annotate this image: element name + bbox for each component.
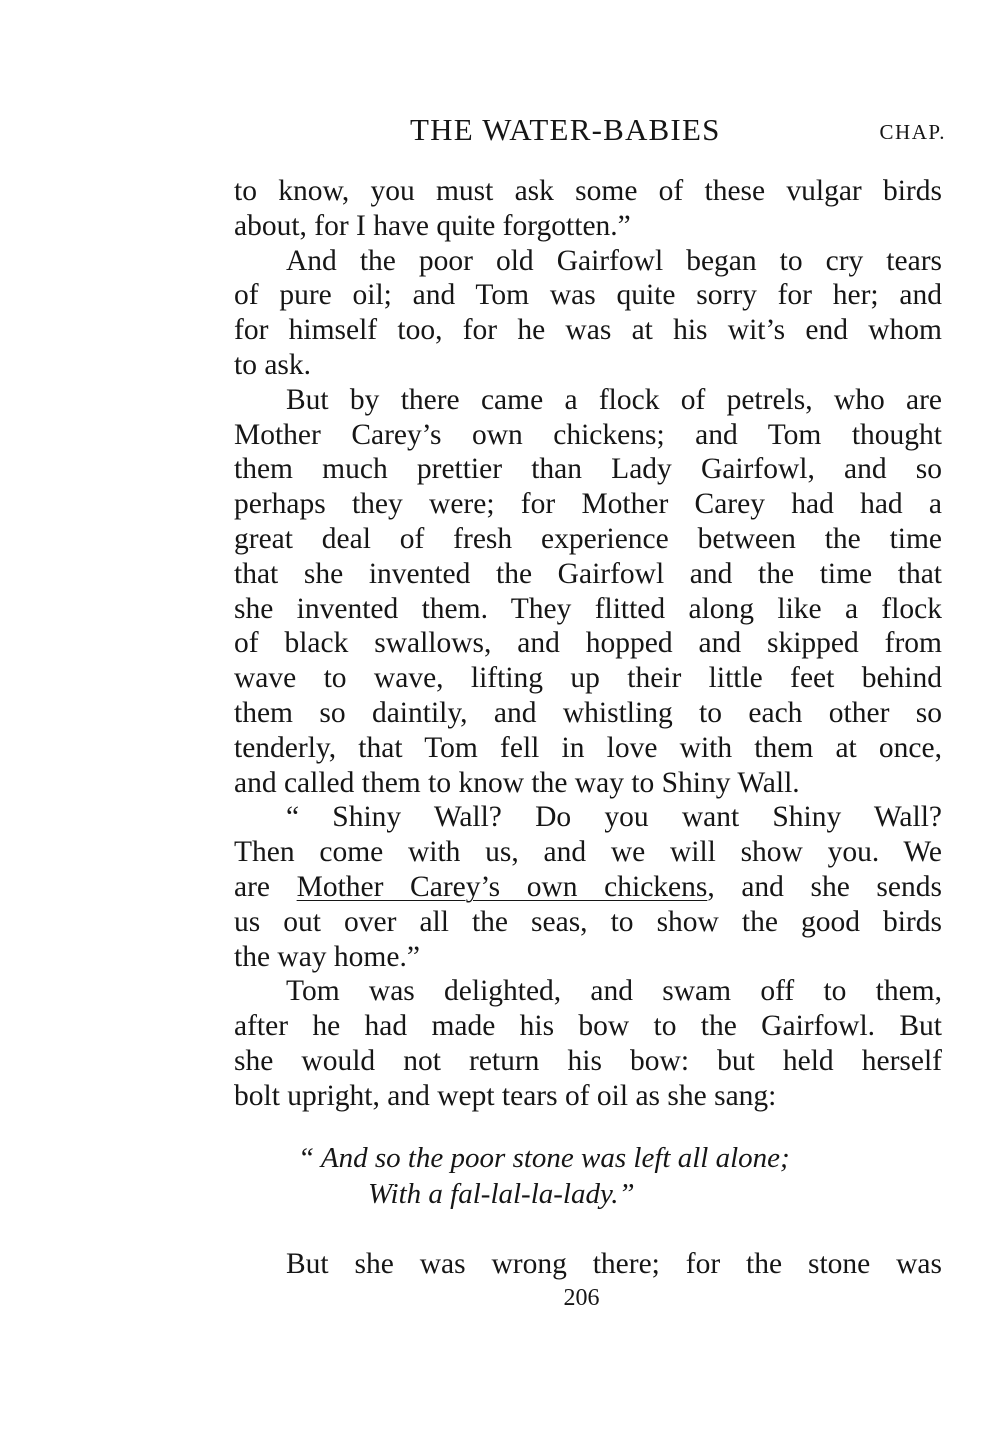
text-line: perhaps they were; for Mother Carey had had a	[234, 488, 942, 521]
text-line: she invented them. They flitted along like a flock	[234, 592, 942, 625]
paragraph	[234, 174, 942, 244]
page-number: 206	[563, 1285, 600, 1311]
text-line: Tom was delighted, and swam off to them,	[286, 975, 942, 1008]
text-line: to ask.	[234, 348, 312, 381]
text-line: to know, you must ask some of these vulgar birds	[234, 175, 942, 207]
running-head	[234, 112, 946, 152]
text-line: But by there came a flock of petrels, who are	[286, 383, 942, 416]
closing-paragraph	[234, 1247, 942, 1282]
paragraph	[234, 800, 942, 974]
verse-line-1: “ And so the poor stone was left all alone;	[298, 1142, 790, 1174]
text-line: “ Shiny Wall? Do you want Shiny Wall?	[286, 801, 942, 834]
text-line: And the poor old Gairfowl began to cry tears	[286, 244, 942, 277]
text-line: wave to wave, lifting up their little feet behind	[234, 662, 942, 695]
text-line: for himself too, for he was at his wit’s end whom	[234, 314, 942, 347]
text-line: about, for I have quite forgotten.”	[234, 209, 631, 242]
body-text	[234, 174, 942, 1280]
book-title-header: THE WATER-BABIES	[410, 112, 721, 147]
text-line: and called them to know the way to Shiny Wall.	[234, 766, 800, 799]
text-line: them so daintily, and whistling to each other so	[234, 696, 942, 729]
chapter-label: CHAP.	[879, 120, 946, 144]
text-line: are Mother Carey’s own chickens, and she sends	[234, 870, 942, 903]
text-line: great deal of fresh experience between the time	[234, 522, 942, 555]
text-line: of black swallows, and hopped and skipped from	[234, 627, 942, 660]
paragraph	[234, 974, 942, 1113]
text-line: after he had made his bow to the Gairfowl. But	[234, 1010, 942, 1043]
text-line: bolt upright, and wept tears of oil as she sang:	[234, 1079, 777, 1112]
text-line: Mother Carey’s own chickens; and Tom thought	[234, 418, 942, 451]
text-line: us out over all the seas, to show the good birds	[234, 905, 942, 938]
paragraph	[234, 383, 942, 801]
text-line: the way home.”	[234, 940, 420, 973]
verse-line-2: With a fal-lal-la-lady.”	[368, 1178, 635, 1210]
underlined-phrase: Mother Carey’s own chickens	[296, 870, 708, 903]
text-line: them much prettier than Lady Gairfowl, and so	[234, 453, 942, 486]
closing-line: But she was wrong there; for the stone was	[286, 1248, 942, 1280]
text-line: of pure oil; and Tom was quite sorry for her; and	[234, 279, 942, 312]
paragraph	[234, 244, 942, 383]
text-line: Then come with us, and we will show you. We	[234, 836, 942, 869]
text-line: tenderly, that Tom fell in love with them at once,	[234, 731, 942, 764]
text-line: she would not return his bow: but held herself	[234, 1044, 942, 1077]
text-line: that she invented the Gairfowl and the time that	[234, 557, 942, 590]
